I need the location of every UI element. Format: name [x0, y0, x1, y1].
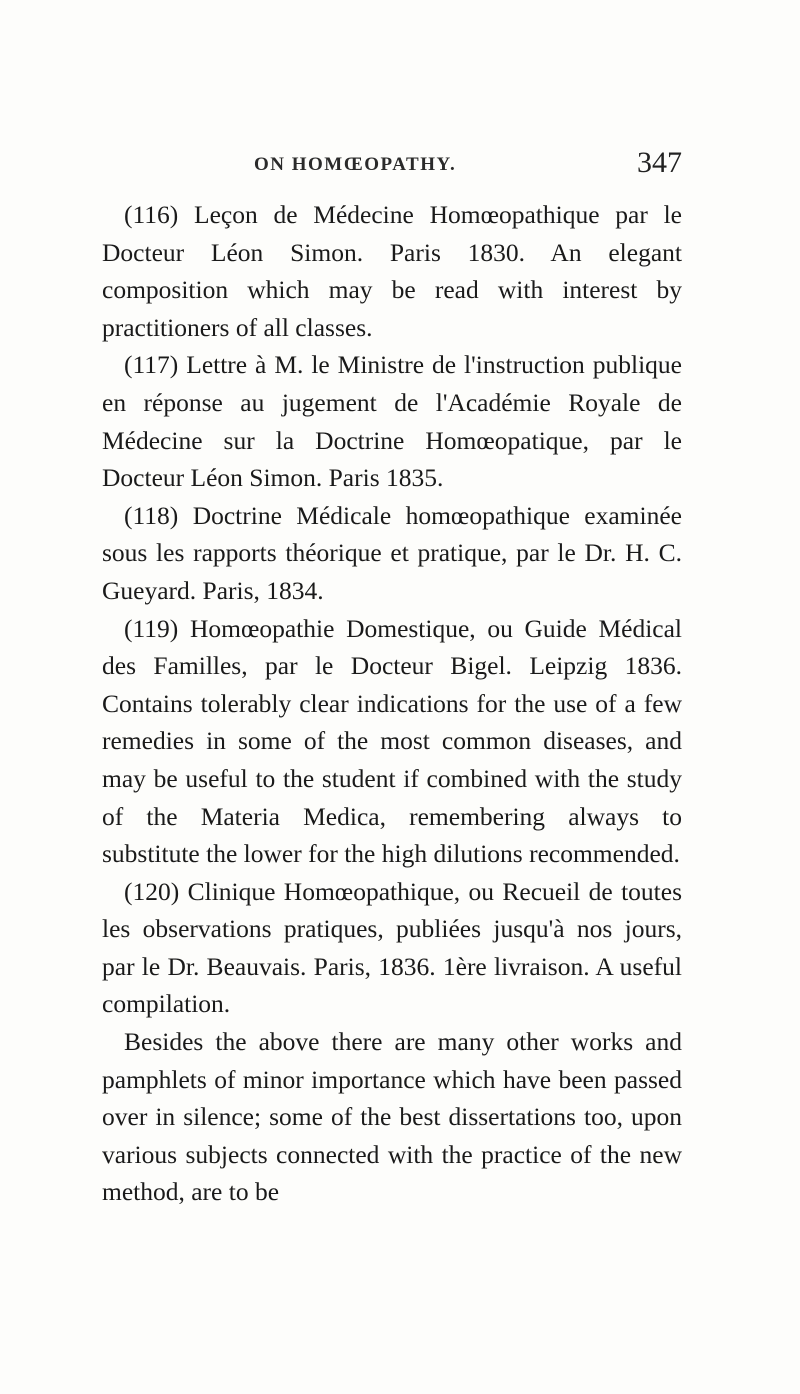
paragraph-entry-118: (118) Doctrine Médicale homœopathique examinée sous les rapports théorique et pratique, par le Dr. H. C. Gueyard. Paris, 1834. — [102, 500, 682, 605]
paragraph-entry-117: (117) Lettre à M. le Ministre de l'instruction publique en réponse au jugement de l'Académie Royale de Médecine sur la Doctrine Homœopatique, par le Docteur Léon Simon. Paris 1835. — [102, 350, 682, 493]
paragraph-entry-116: (116) Leçon de Médecine Homœopathique par le Docteur Léon Simon. Paris 1830. An elegant composition which may be read with interest by practitioners of all classes. — [102, 200, 682, 342]
paragraph-entry-119: (119) Homœopathie Domestique, ou Guide Médical des Familles, par le Docteur Bigel. Leipzig 1836. Contains tolerably clear indications for the use of a few remedies in some of the most common diseases, and may be useful to the student if combined with the study of the Materia Medica, remembering always to substitute the lower for the high dilutions recommended. — [102, 613, 682, 869]
paragraph-entry-120: (120) Clinique Homœopathique, ou Recueil de toutes les observations pratiques, publiées jusqu'à nos jours, par le Dr. Beauvais. Paris, 1836. 1ère livraison. A useful compilation. — [102, 876, 682, 1019]
page-number: 347 — [637, 146, 682, 179]
running-head — [102, 146, 682, 182]
running-title: ON HOMŒOPATHY. — [254, 154, 457, 175]
body-text — [102, 196, 682, 1211]
paragraph-closing: Besides the above there are many other works and pamphlets of minor importance which have been passed over in silence; some of the best dissertations too, upon various subjects connected with the practice of the new method, are to be — [102, 1027, 682, 1207]
